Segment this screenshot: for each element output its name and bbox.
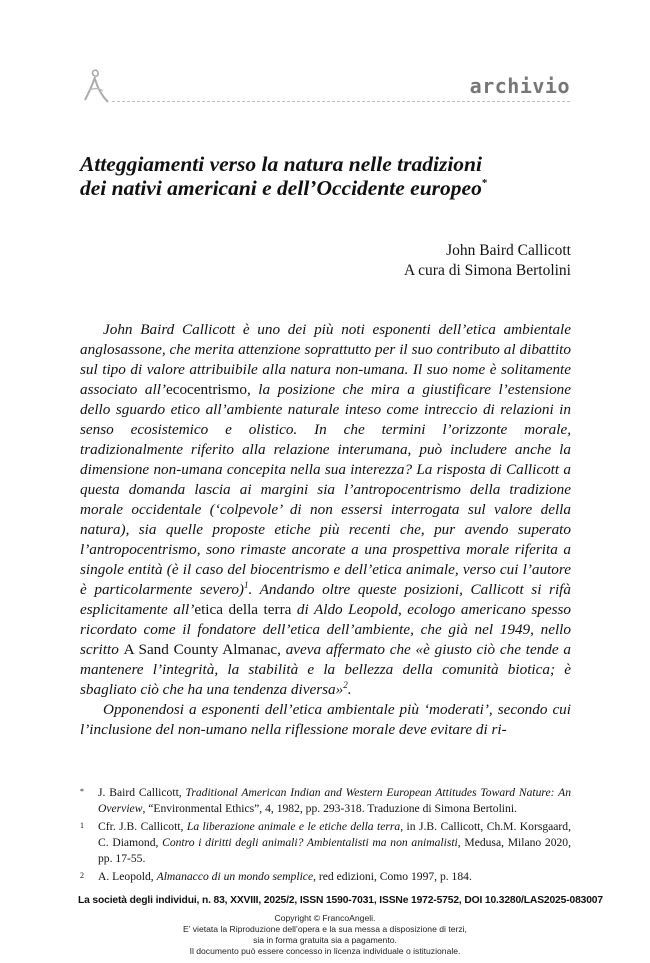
footnote-1 xyxy=(80,819,571,867)
copyright-line: Copyright © FrancoAngeli. xyxy=(274,913,376,923)
article-title xyxy=(80,152,572,200)
human-figure-icon xyxy=(82,66,112,108)
text-run: , in J.B. Callicott, Ch.M. Korsgaard, C. Diamond, xyxy=(98,820,571,849)
footnote-star xyxy=(80,785,571,817)
text-run: . Andando oltre queste posizioni, Callicott si rifà esplicitamente all’ xyxy=(80,581,571,618)
text-run: , aveva affermato che «è giusto ciò che tende a mantenere l’integrità, la stabilità e la bellezza della comunità biotica; è sbagliato ciò che ha una tendenza diversa» xyxy=(80,641,571,698)
article-body xyxy=(80,320,571,740)
title-line-1: Atteggiamenti verso la natura nelle tradizioni xyxy=(80,152,482,176)
text-run: , Medusa, Milano 2020, pp. 17-55. xyxy=(98,836,571,865)
copyright-line: sia in forma gratuita sia a pagamento. xyxy=(253,935,397,945)
text-run: A. Leopold, xyxy=(98,870,157,883)
text-run: . xyxy=(347,681,352,698)
header-rule xyxy=(112,101,570,102)
section-label: archivio xyxy=(469,74,570,98)
footnote-ref-1: 1 xyxy=(243,580,249,590)
title-line-2: dei nativi americani e dell’Occidente europeo xyxy=(80,176,482,200)
term-etica-della-terra: etica della terra xyxy=(194,601,292,618)
journal-citation: La società degli individui, n. 83, XXVIII, 2025/2, ISSN 1590-7031, ISSNe 1972-5752, DOI 10.3280/LAS2025-083007 xyxy=(78,895,603,906)
text-run: J. Baird Callicott, xyxy=(98,786,186,799)
book-title: A Sand County Almanac xyxy=(123,641,278,658)
footnote-mark: 1 xyxy=(80,821,84,830)
cited-title: La liberazione animale e le etiche della terra xyxy=(186,820,401,833)
footnote-2 xyxy=(80,869,571,885)
author-name: John Baird Callicott xyxy=(446,242,571,259)
footnote-mark: 2 xyxy=(80,871,84,880)
footnote-mark: * xyxy=(80,787,84,796)
text-run: Cfr. J.B. Callicott, xyxy=(98,820,187,833)
cited-title: Traditional American Indian and Western European Attitudes Toward Nature: An Overview xyxy=(98,786,571,815)
copyright-line: Il documento può essere concesso in licenza individuale o istituzionale. xyxy=(189,946,461,956)
footnote-ref-2: 2 xyxy=(343,680,348,690)
cited-title: Almanacco di un mondo semplice xyxy=(156,870,314,883)
cited-title: Contro i diritti degli animali? Ambientalisti ma non animalisti xyxy=(162,836,458,849)
paragraph-1 xyxy=(80,320,571,700)
copyright-line: E’ vietata la Riproduzione dell’opera e la sua messa a disposizione di terzi, xyxy=(183,924,467,934)
author-block xyxy=(404,241,571,281)
title-footnote-mark: * xyxy=(481,177,488,189)
footnotes xyxy=(80,785,571,887)
text-run: , “Environmental Ethics”, 4, 1982, pp. 293-318. Traduzione di Simona Bertolini. xyxy=(142,802,517,815)
copyright-notice xyxy=(78,913,572,957)
text-run: , red edizioni, Como 1997, p. 184. xyxy=(313,870,472,883)
text-run: John Baird Callicott è uno dei più noti esponenti dell’etica ambientale anglosassone, che merita attenzione soprattutto per il suo contributo al dibattito sul tipo di valore attribuibile alla natura non-umana. Il suo nome è solitamente associato all’ xyxy=(80,321,571,398)
text-run: , la posizione che mira a giustificare l’estensione dello sguardo etico all’ambiente naturale inteso come intreccio di relazioni in senso ecosistemico e olistico. In che termini l’orizzonte morale, tradizionalmente riferito alla relazione interumana, può includere anche la dimensione non-umana concepita nella sua interezza? La risposta di Callicott a questa domanda lascia ai margini sia l’antropocentrismo della tradizione morale occidentale (‘colpevole’ di non essersi interrogata sul valore della natura), sia quelle proposte etiche più recenti che, pur avendo superato l’antropocentrismo, sono rimaste ancorate a una prospettiva morale riferita a singole entità (è il caso del biocentrismo e dell’etica animale, verso cui l’autore è particolarmente severo) xyxy=(80,381,571,598)
paragraph-2: Opponendosi a esponenti dell’etica ambientale più ‘moderati’, secondo cui l’inclusione del non-umano nella riflessione morale deve evitare di ri- xyxy=(80,701,571,738)
editor-credit: A cura di Simona Bertolini xyxy=(403,262,571,279)
term-ecocentrismo: ecocentrismo xyxy=(165,381,247,398)
text-run: di Aldo Leopold, ecologo americano spesso ricordato come il fondatore dell’etica dell’ambiente, che già nel 1949, nello scritto xyxy=(80,601,572,658)
